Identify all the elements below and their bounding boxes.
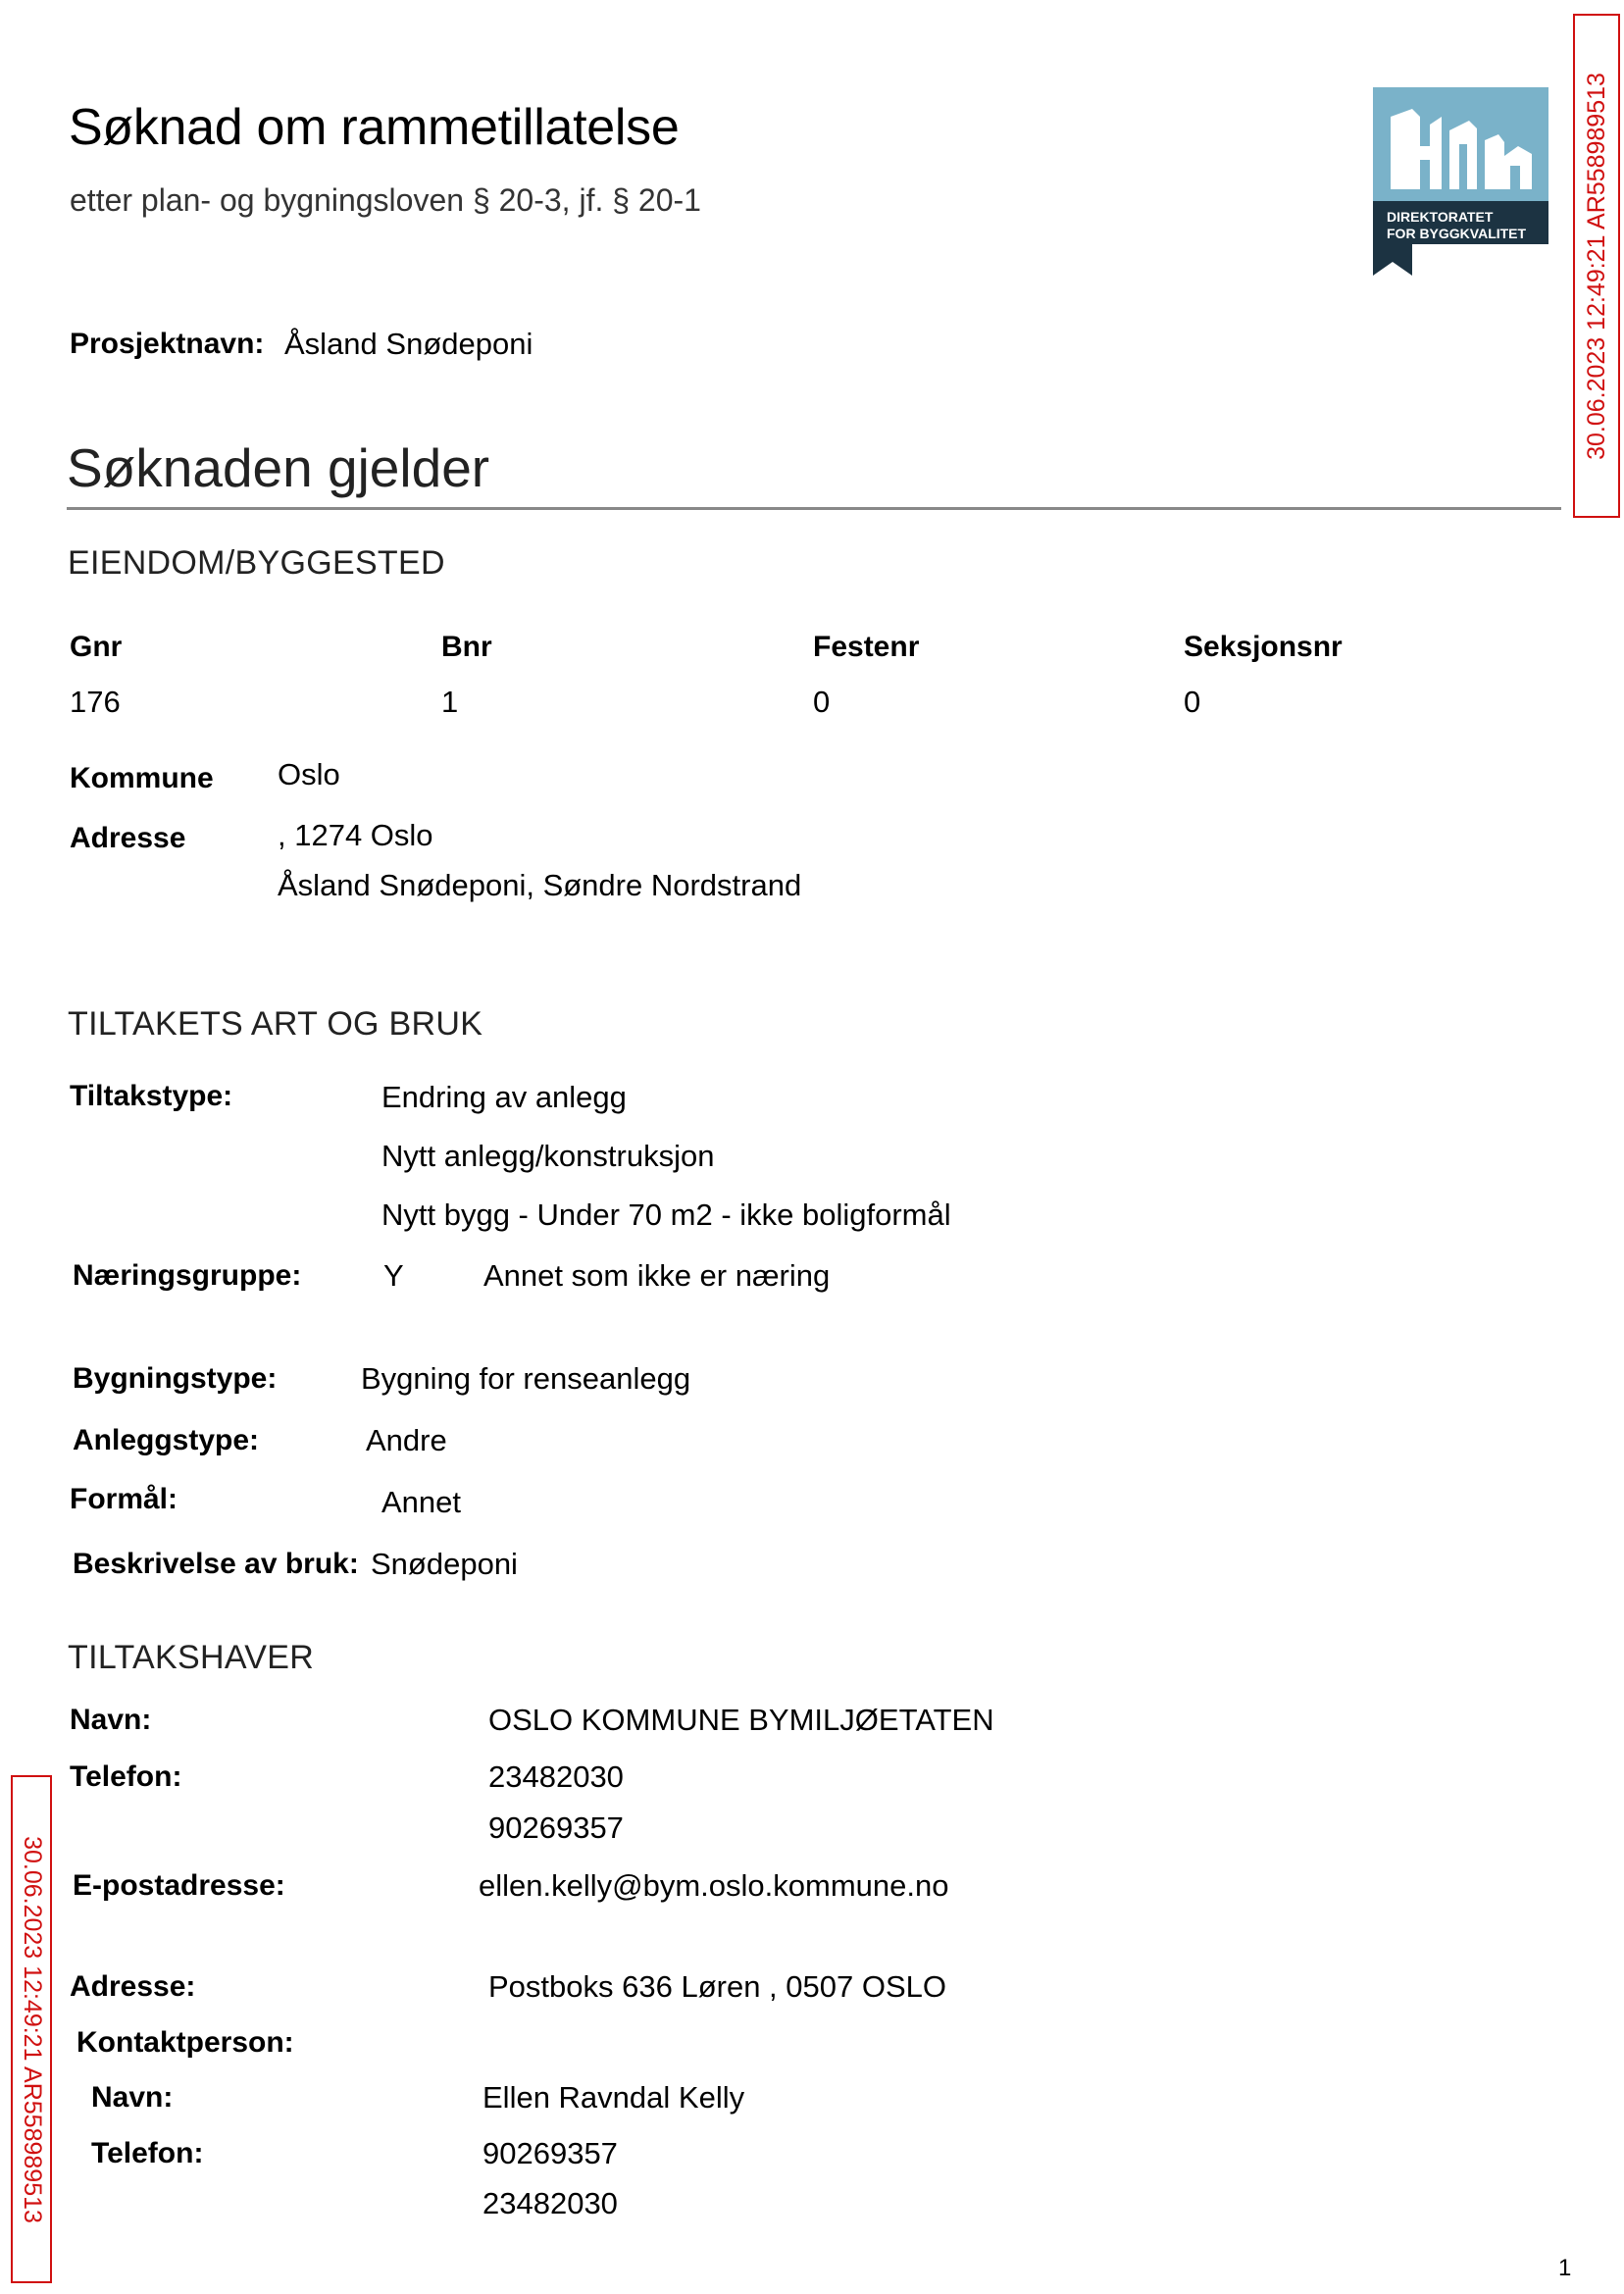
naeringsgruppe-value: Annet som ikke er næring <box>483 1258 831 1293</box>
kommune-value: Oslo <box>278 757 340 791</box>
seksjonsnr-value: 0 <box>1184 685 1201 719</box>
gnr-label: Gnr <box>70 631 123 663</box>
tiltakshaver-telefon-label: Telefon: <box>70 1760 182 1793</box>
tiltakshaver-heading: TILTAKSHAVER <box>68 1639 315 1676</box>
formaal-value: Annet <box>381 1485 462 1519</box>
tiltakshaver-telefon-value: 90269357 <box>488 1810 624 1845</box>
naeringsgruppe-code: Y <box>383 1258 404 1293</box>
project-name-value: Åsland Snødeponi <box>284 327 533 361</box>
tiltakstype-item: Nytt anlegg/konstruksjon <box>381 1139 715 1173</box>
tiltak-heading: TILTAKETS ART OG BRUK <box>68 1005 483 1043</box>
bygningstype-value: Bygning for renseanlegg <box>361 1361 691 1396</box>
kontaktperson-telefon-value: 23482030 <box>482 2186 618 2220</box>
seksjonsnr-label: Seksjonsnr <box>1184 631 1343 663</box>
tiltakshaver-navn-label: Navn: <box>70 1704 152 1736</box>
festenr-value: 0 <box>813 685 831 719</box>
document-title: Søknad om rammetillatelse <box>69 99 680 156</box>
festenr-label: Festenr <box>813 631 920 663</box>
tiltakshaver-adresse-label: Adresse: <box>70 1970 196 2003</box>
page-number: 1 <box>1558 2255 1572 2281</box>
dibk-logo <box>1373 87 1548 276</box>
epost-value: ellen.kelly@bym.oslo.kommune.no <box>479 1868 949 1903</box>
project-name-label: Prosjektnavn: <box>70 328 265 360</box>
timestamp-stamp-left <box>11 1775 52 2283</box>
bygningstype-label: Bygningstype: <box>73 1362 278 1395</box>
logo-text-line1: DIREKTORATET <box>1387 209 1494 225</box>
adresse-label: Adresse <box>70 822 186 854</box>
bnr-value: 1 <box>441 685 459 719</box>
stamp-text: 30.06.2023 12:49:21 AR558989513 <box>1582 72 1610 460</box>
anleggstype-label: Anleggstype: <box>73 1424 260 1456</box>
tiltakshaver-telefon-value: 23482030 <box>488 1759 624 1794</box>
timestamp-stamp-right <box>1573 14 1620 518</box>
tiltakstype-item: Nytt bygg - Under 70 m2 - ikke boligformål <box>381 1198 951 1232</box>
kontaktperson-telefon-label: Telefon: <box>91 2137 204 2169</box>
adresse-line1: , 1274 Oslo <box>278 818 433 852</box>
section-divider <box>67 507 1561 510</box>
tiltakstype-item: Endring av anlegg <box>381 1080 627 1114</box>
tiltakstype-label: Tiltakstype: <box>70 1080 233 1112</box>
beskrivelse-value: Snødeponi <box>371 1547 518 1581</box>
kontaktperson-telefon-value: 90269357 <box>482 2136 618 2170</box>
tiltakshaver-navn-value: OSLO KOMMUNE BYMILJØETATEN <box>488 1703 994 1737</box>
eiendom-heading: EIENDOM/BYGGESTED <box>68 544 445 582</box>
document-subtitle: etter plan- og bygningsloven § 20-3, jf. § 20-1 <box>70 182 701 218</box>
tiltakshaver-adresse-value: Postboks 636 Løren , 0507 OSLO <box>488 1969 946 2004</box>
section-title: Søknaden gjelder <box>67 437 490 498</box>
naeringsgruppe-label: Næringsgruppe: <box>73 1259 302 1292</box>
dibk-logo-graphic <box>1373 87 1548 276</box>
epost-label: E-postadresse: <box>73 1869 285 1902</box>
beskrivelse-label: Beskrivelse av bruk: <box>73 1548 359 1580</box>
logo-text-line2: FOR BYGGKVALITET <box>1387 226 1527 241</box>
kontaktperson-label: Kontaktperson: <box>76 2026 294 2059</box>
kontaktperson-navn-label: Navn: <box>91 2081 174 2114</box>
gnr-value: 176 <box>70 685 121 719</box>
formaal-label: Formål: <box>70 1483 178 1515</box>
stamp-text: 30.06.2023 12:49:21 AR558989513 <box>18 1835 46 2223</box>
kommune-label: Kommune <box>70 762 214 794</box>
anleggstype-value: Andre <box>366 1423 447 1457</box>
bnr-label: Bnr <box>441 631 492 663</box>
adresse-line2: Åsland Snødeponi, Søndre Nordstrand <box>278 868 802 902</box>
kontaktperson-navn-value: Ellen Ravndal Kelly <box>482 2080 745 2115</box>
